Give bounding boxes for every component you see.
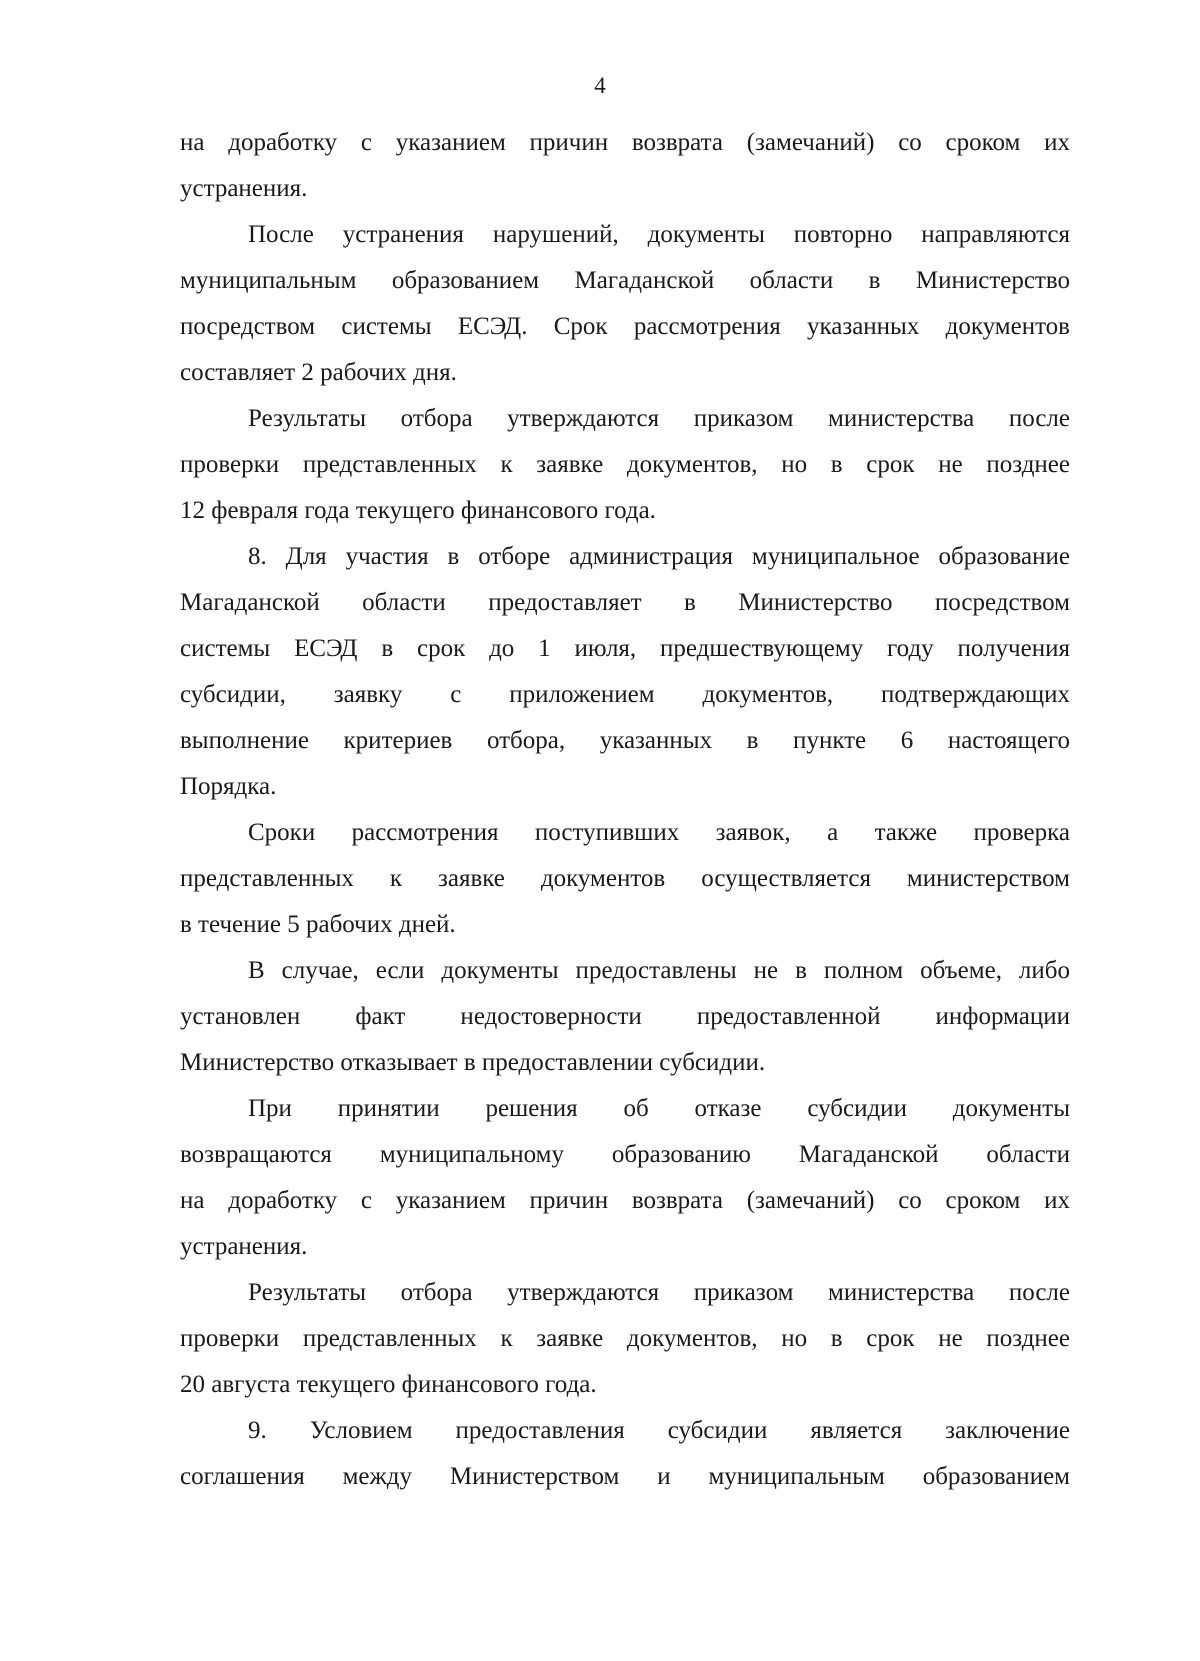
text-line: муниципальным образованием Магаданской области в Министерство — [180, 267, 1070, 294]
text-line: При принятии решения об отказе субсидии документы — [248, 1095, 1070, 1122]
text-line: субсидии, заявку с приложением документов, подтверждающих — [180, 681, 1070, 708]
text-line: установлен факт недостоверности предоставленной информации — [180, 1003, 1070, 1030]
text-line: В случае, если документы предоставлены не в полном объеме, либо — [248, 957, 1070, 984]
text-line: 8. Для участия в отборе администрация муниципальное образование — [248, 543, 1070, 570]
text-line: Магаданской области предоставляет в Министерство посредством — [180, 589, 1070, 616]
text-line: Сроки рассмотрения поступивших заявок, а также проверка — [248, 819, 1070, 846]
text-line: проверки представленных к заявке документов, но в срок не позднее — [180, 1325, 1070, 1352]
text-line: посредством системы ЕСЭД. Срок рассмотрения указанных документов — [180, 313, 1070, 340]
text-line: в течение 5 рабочих дней. — [180, 911, 456, 938]
text-line: системы ЕСЭД в срок до 1 июля, предшествующему году получения — [180, 635, 1070, 662]
text-line: Министерство отказывает в предоставлении субсидии. — [180, 1049, 766, 1076]
text-line: соглашения между Министерством и муниципальным образованием — [180, 1463, 1070, 1490]
text-line: устранения. — [180, 175, 308, 202]
text-line: 9. Условием предоставления субсидии является заключение — [248, 1417, 1070, 1444]
text-line: выполнение критериев отбора, указанных в пункте 6 настоящего — [180, 727, 1070, 754]
text-line: возвращаются муниципальному образованию Магаданской области — [180, 1141, 1070, 1168]
text-line: После устранения нарушений, документы повторно направляются — [248, 221, 1070, 248]
text-line: 20 августа текущего финансового года. — [180, 1371, 597, 1398]
text-line: 12 февраля года текущего финансового года. — [180, 497, 656, 524]
text-line: Результаты отбора утверждаются приказом министерства после — [248, 405, 1070, 432]
text-line: Результаты отбора утверждаются приказом министерства после — [248, 1279, 1070, 1306]
text-line: представленных к заявке документов осуществляется министерством — [180, 865, 1070, 892]
text-line: устранения. — [180, 1233, 308, 1260]
text-line: Порядка. — [180, 773, 277, 800]
text-line: на доработку с указанием причин возврата (замечаний) со сроком их — [180, 1187, 1070, 1214]
text-line: на доработку с указанием причин возврата (замечаний) со сроком их — [180, 129, 1070, 156]
text-line: составляет 2 рабочих дня. — [180, 359, 457, 386]
text-line: проверки представленных к заявке документов, но в срок не позднее — [180, 451, 1070, 478]
page-number: 4 — [594, 73, 606, 98]
